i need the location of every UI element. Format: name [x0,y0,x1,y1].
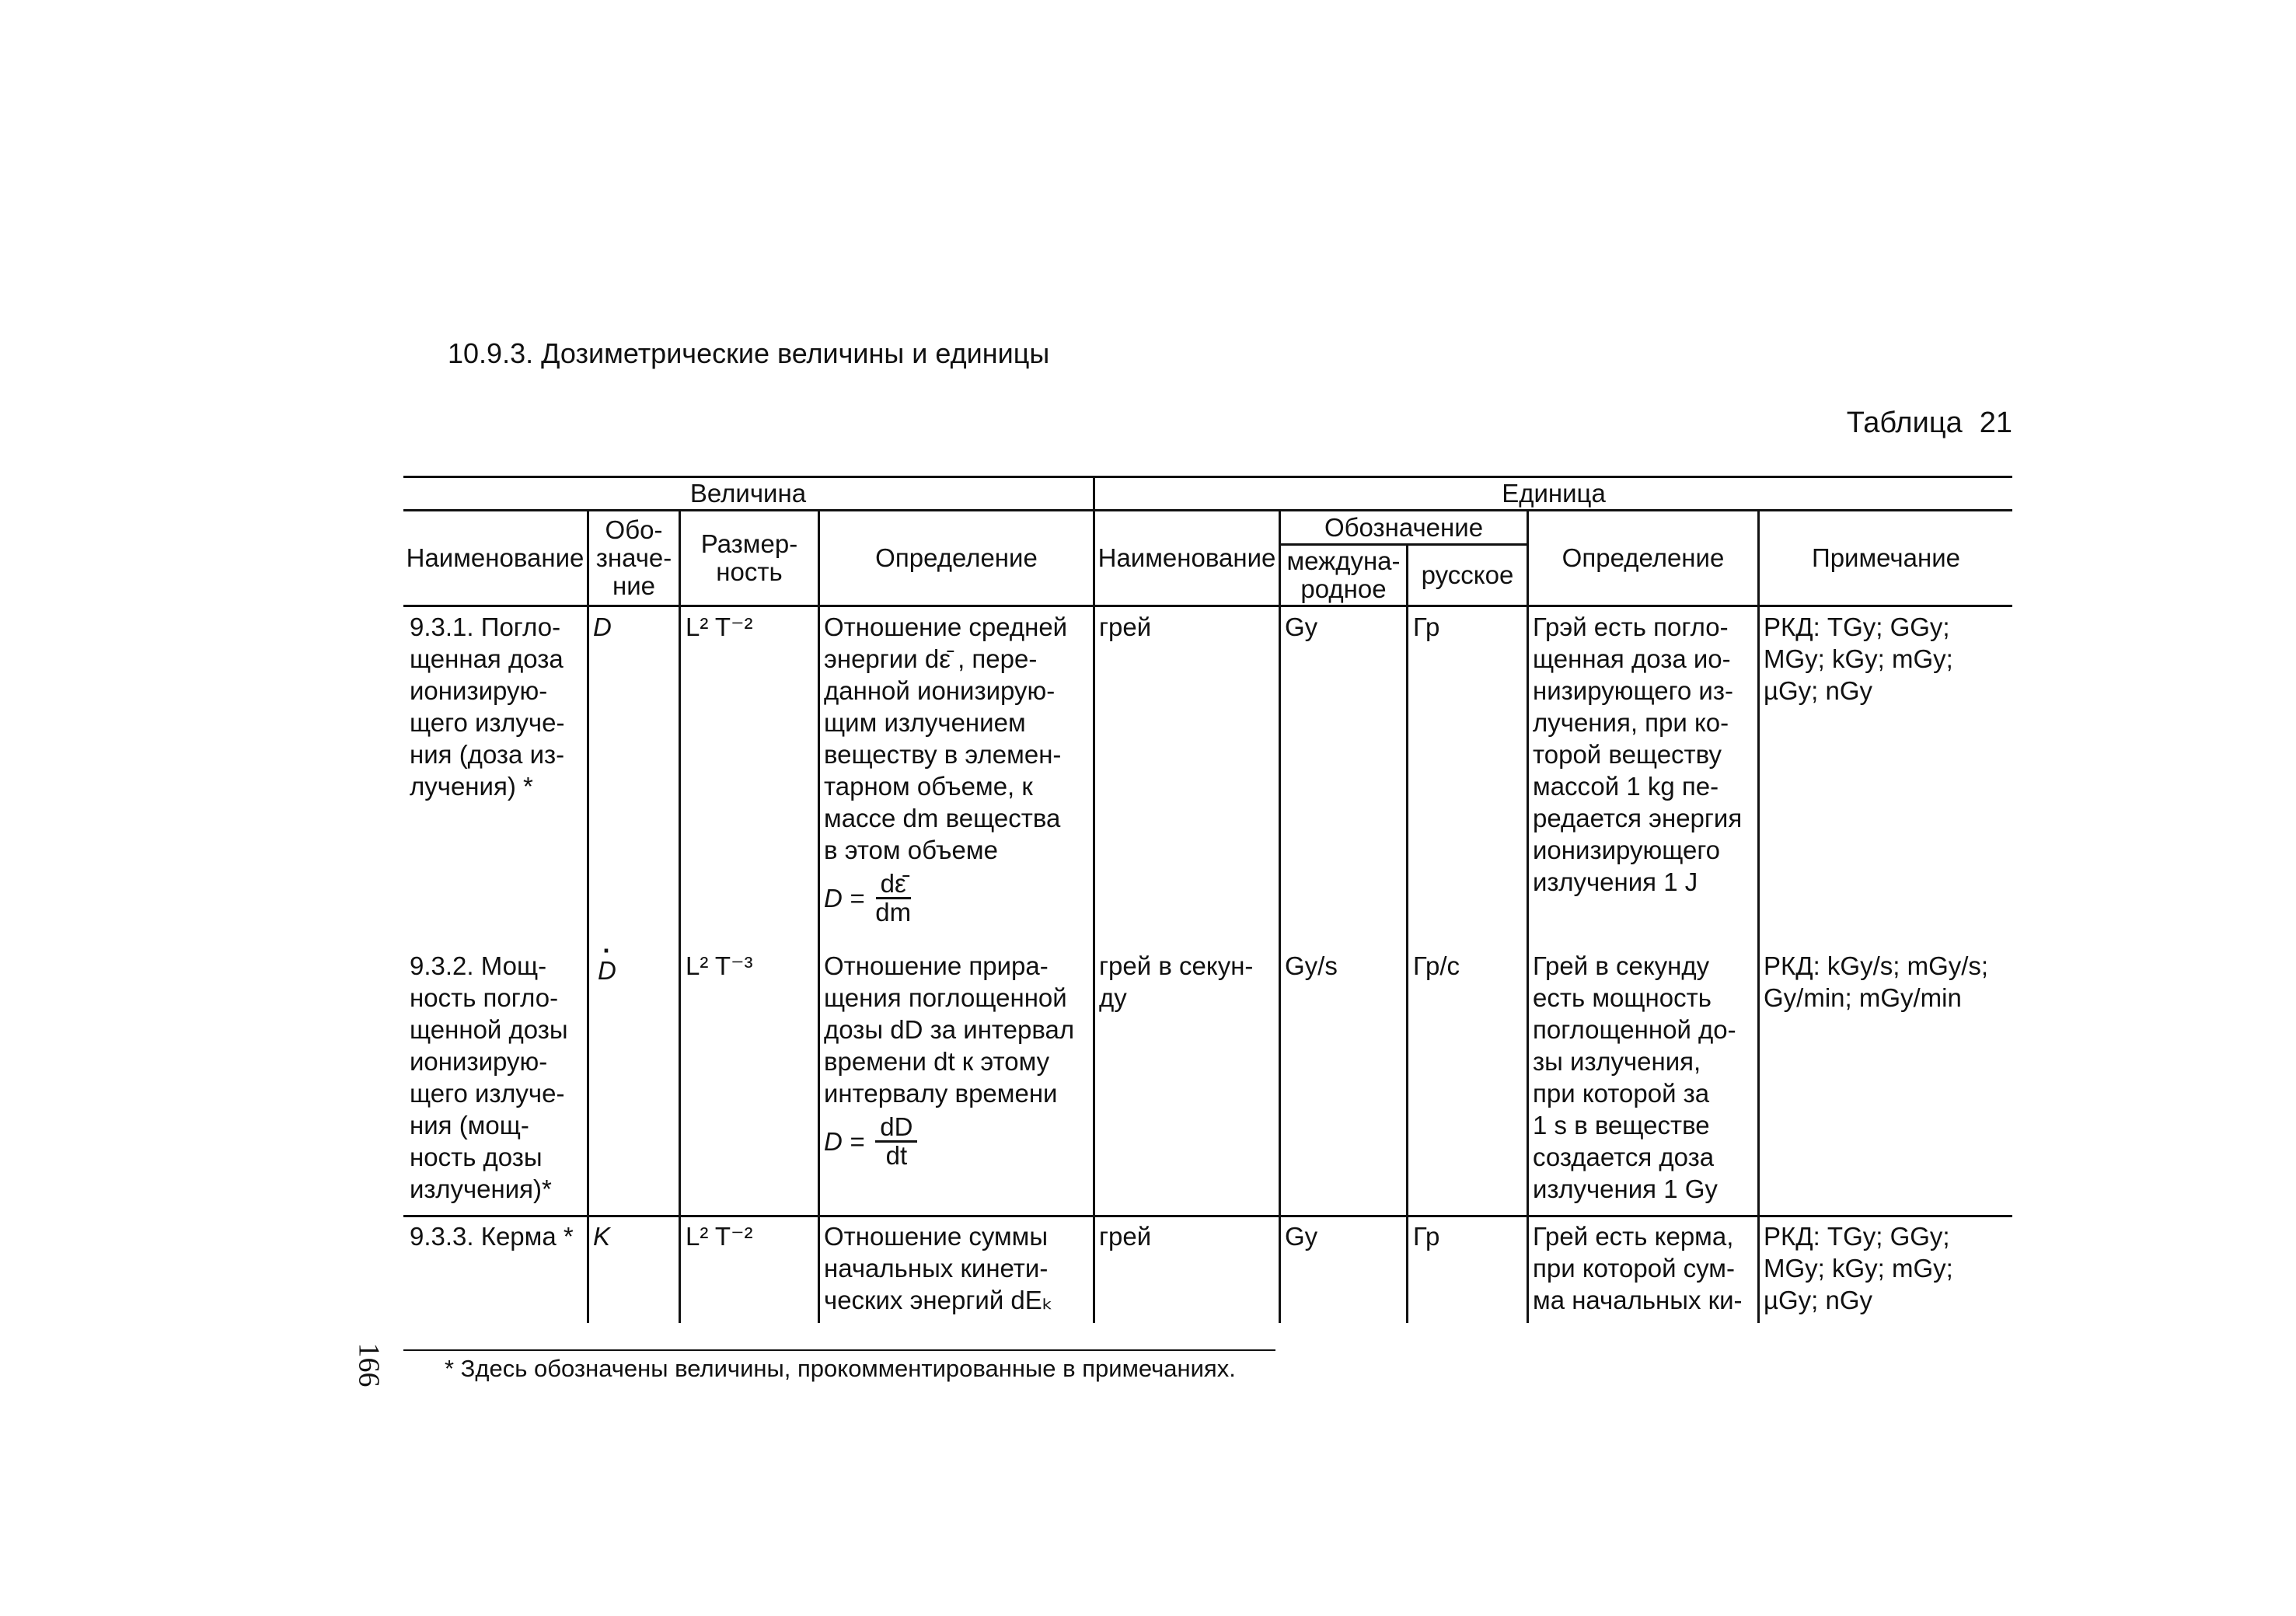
row1-international: Gy [1285,613,1318,641]
row3-symbol: K [593,1222,611,1251]
row1-formula-denominator: dm [875,898,912,927]
row2-formula-fraction [875,1114,917,1169]
row1-unit-definition: Грэй есть погло- щенная доза ио- низирующего из- лучения, при ко- торой веществу массой 1 kg пе- редается энергия ионизирующего излучения 1 J [1533,613,1743,896]
dosimetric-table [403,476,2012,1323]
row1-definition-block [824,611,1091,926]
header-dimension: Размер- ность [700,529,798,586]
row1-note: РКД: TGy; GGy; MGy; kGy; mGy; µGy; nGy [1764,613,1953,705]
row2-name: 9.3.2. Мощ- ность погло- щенной дозы ионизирую- щего излуче- ния (мощ- ность дозы излучения)* [410,951,568,1203]
row3-unit-definition: Грей есть керма, при которой сум- ма начальных ки- [1533,1222,1743,1314]
row2-dimension: L² T⁻³ [686,951,753,980]
row1-russian: Гр [1413,613,1440,641]
row2-symbol: D · [598,955,616,986]
row3-dimension: L² T⁻² [686,1222,753,1251]
header-designation: Обозначение [1324,512,1484,542]
row3-unit-name: грей [1099,1222,1152,1251]
header-quantity: Величина [689,479,807,508]
header-russian: русское [1421,560,1514,589]
row3-russian: Гр [1413,1222,1440,1251]
row2-formula-lhs: D = [824,1127,865,1156]
row1-definition: Отношение средней энергии dε̄ , пере- данной ионизирую- щим излучением веществу в элемен- тарном объеме, к массе dm вещества в этом объеме [824,613,1068,864]
row2-formula-numerator: dD [875,1114,917,1143]
row1-formula [824,871,1091,926]
row2-international: Gy/s [1285,951,1338,980]
footnote: * Здесь обозначены величины, прокомментированные в примечаниях. [445,1355,1236,1382]
row2-formula [824,1114,1091,1169]
header-definition: Определение [875,543,1038,572]
row1-unit-name: грей [1099,613,1152,641]
header-name: Наименование [406,543,584,572]
row1-formula-fraction [875,871,911,926]
table-label-word: Таблица [1846,407,1963,439]
table-label [1847,407,2012,440]
row3-definition: Отношение суммы начальных кинети- ческих энергий dEₖ [824,1222,1053,1314]
row2-definition-block [824,950,1091,1169]
row1-name: 9.3.1. Погло- щенная доза ионизирую- щего излуче- ния (доза из- лучения) * [410,613,565,801]
row1-dimension: L² T⁻² [686,613,753,641]
page-number: 166 [352,1342,386,1387]
table-label-number: 21 [1979,407,2012,439]
row2-unit-name: грей в секун- ду [1099,951,1254,1012]
row3-note: РКД: TGy; GGy; MGy; kGy; mGy; µGy; nGy [1764,1222,1953,1314]
header-international: междуна- родное [1286,546,1401,603]
row2-unit-definition: Грей в секунду есть мощность поглощенной до- зы излучения, при которой за 1 s в веществе создается доза излучения 1 Gy [1533,951,1736,1203]
header-unit-name: Наименование [1097,543,1276,572]
section-heading: 10.9.3. Дозиметрические величины и единицы [448,337,1050,369]
row3-international: Gy [1285,1222,1318,1251]
header-unit-definition: Определение [1561,543,1725,572]
row2-note: РКД: kGy/s; mGy/s; Gy/min; mGy/min [1764,951,1989,1012]
row2-russian: Гр/с [1413,951,1460,980]
row3-name: 9.3.3. Керма * [410,1222,574,1251]
row1-symbol: D [593,613,612,641]
footnote-divider [403,1349,1275,1351]
row2-definition: Отношение прира- щения поглощенной дозы dD за интервал времени dt к этому интервалу времени [824,951,1075,1108]
header-unit: Единица [1502,479,1606,508]
header-symbol: Обо- значе- ние [595,515,672,600]
row1-formula-lhs: D = [824,884,865,913]
header-note: Примечание [1811,543,1960,572]
row2-formula-denominator: dt [885,1141,908,1170]
row1-formula-numerator: dε̄ [876,871,911,899]
